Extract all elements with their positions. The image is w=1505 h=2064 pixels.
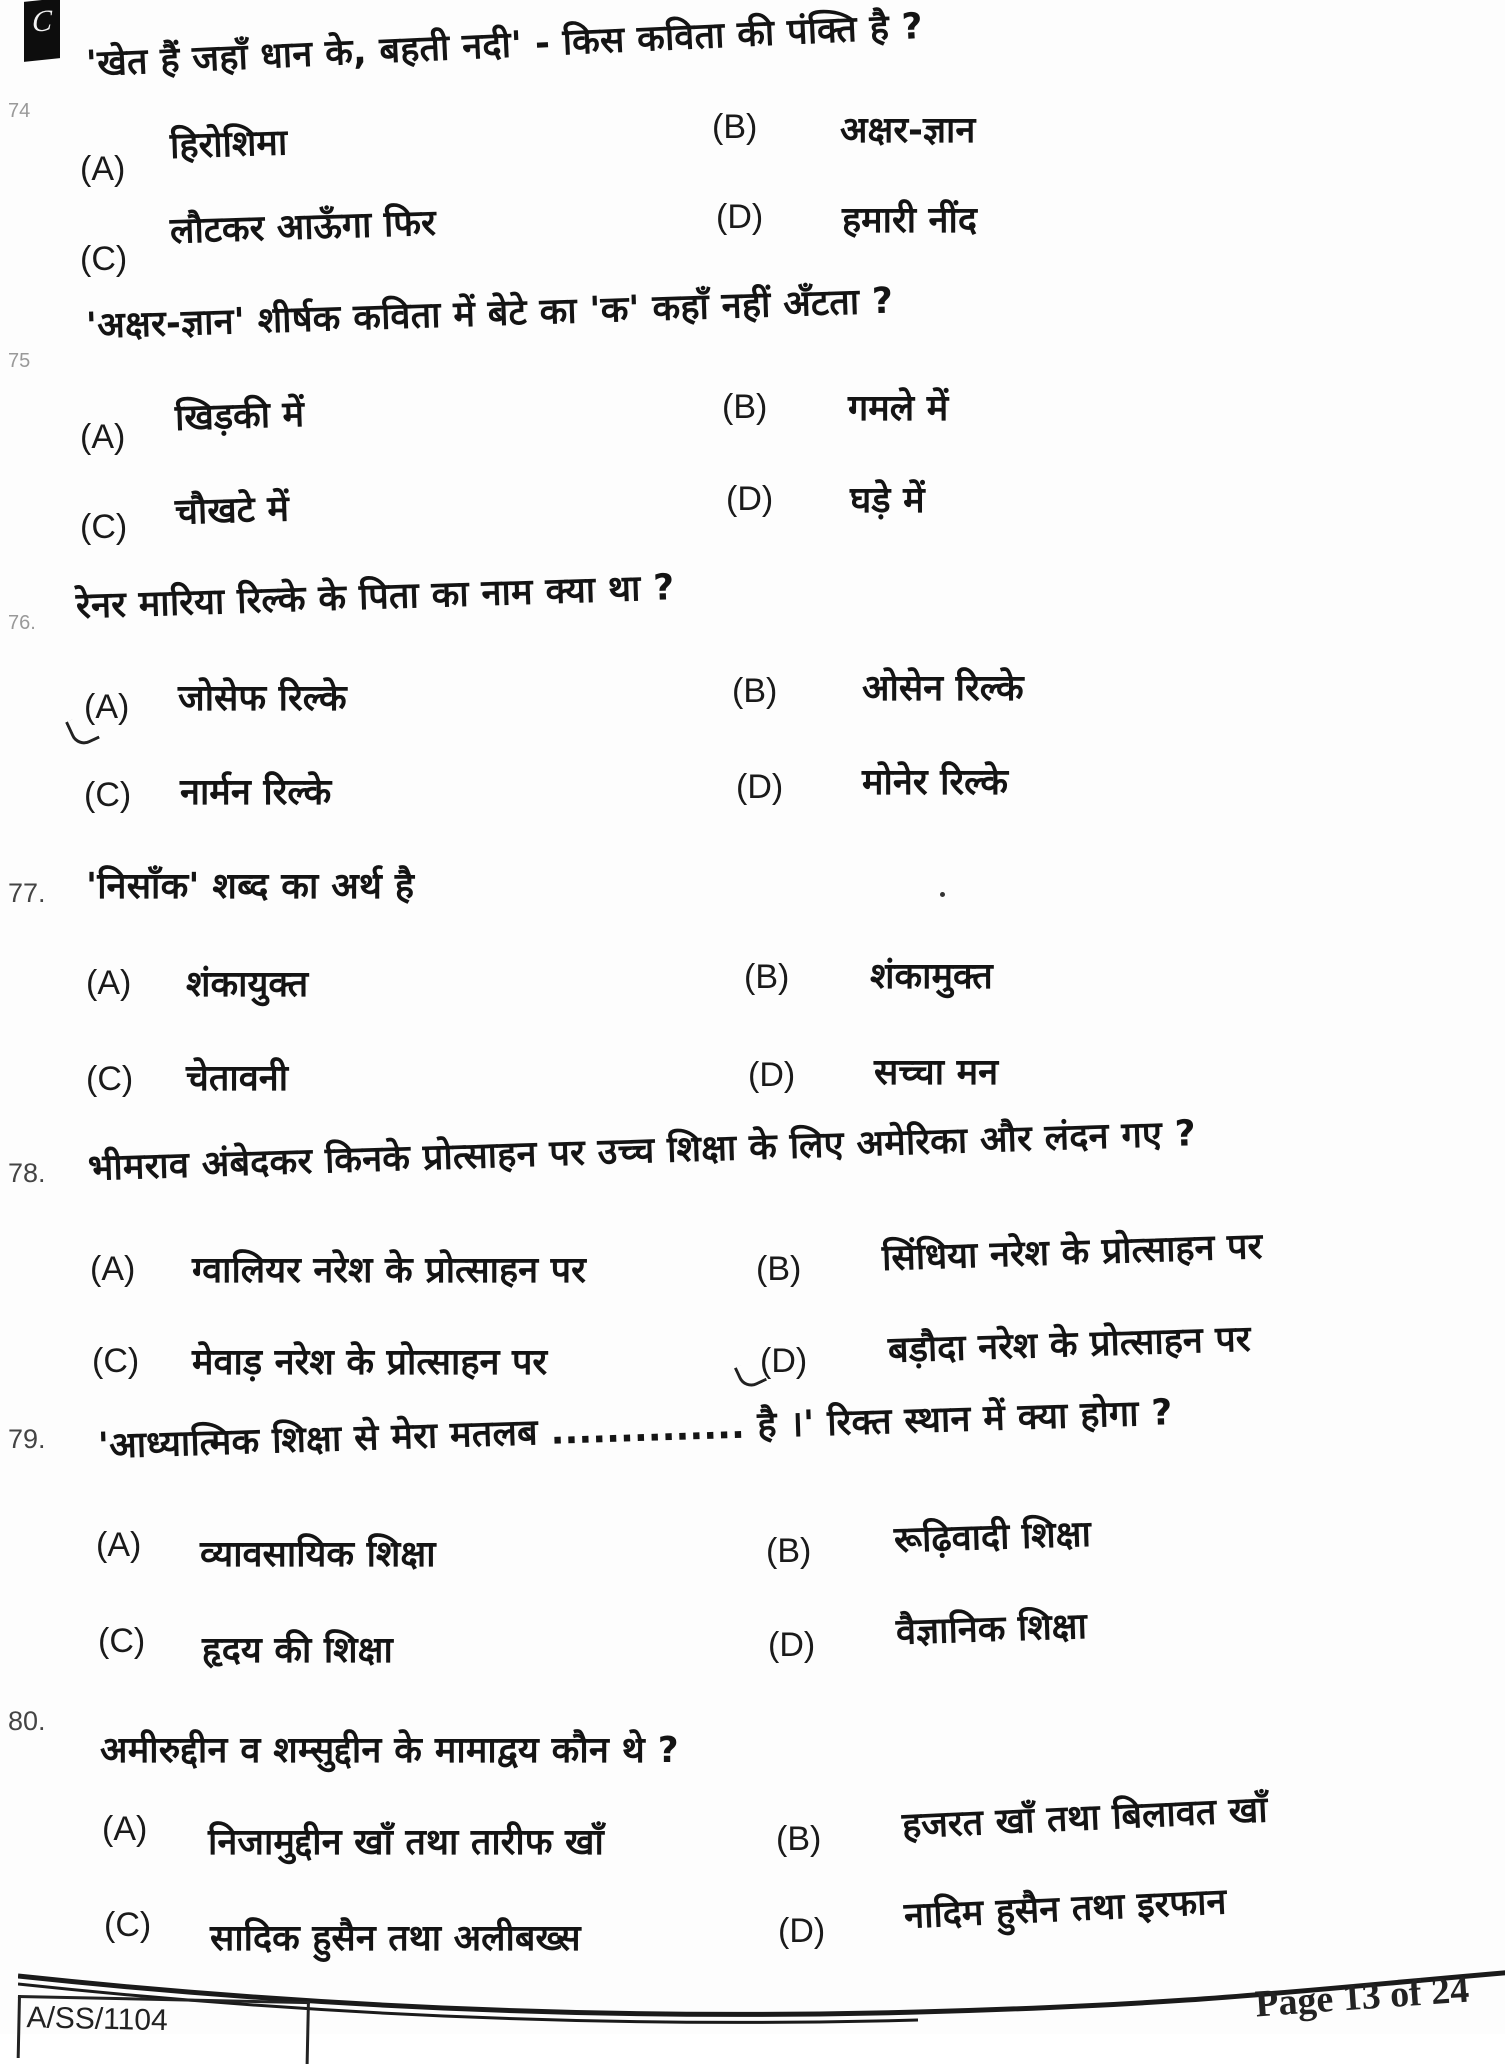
q76-option-d-text: मोनेर रिल्के bbox=[862, 762, 1009, 803]
q76-option-d-label[interactable]: (D) bbox=[736, 768, 784, 806]
question-text-75: 'अक्षर-ज्ञान' शीर्षक कविता में बेटे का 'क' कहाँ नहीं अँटता ? bbox=[85, 280, 894, 347]
q76-option-b-text: ओसेन रिल्के bbox=[862, 668, 1024, 709]
q76-option-c-label[interactable]: (C) bbox=[84, 776, 132, 814]
q77-option-c-text: चेतावनी bbox=[186, 1058, 289, 1099]
q78-option-c-label[interactable]: (C) bbox=[92, 1342, 140, 1380]
q75-option-a-text: खिड़की में bbox=[174, 393, 305, 439]
q79-option-a-label[interactable]: (A) bbox=[96, 1526, 142, 1564]
q77-option-a-text: शंकायुक्त bbox=[186, 964, 309, 1005]
q76-option-a-text: जोसेफ रिल्के bbox=[178, 678, 347, 719]
q76-option-b-label[interactable]: (B) bbox=[732, 672, 778, 710]
q76-option-c-text: नार्मन रिल्के bbox=[180, 772, 332, 813]
question-number-76: 76. bbox=[8, 612, 36, 634]
q79-option-a-text: व्यावसायिक शिक्षा bbox=[200, 1534, 436, 1575]
question-number-78: 78. bbox=[8, 1158, 46, 1188]
question-text-79: 'आध्यात्मिक शिक्षा से मेरा मतलब .............. है ।' रिक्त स्थान में क्या होगा ? bbox=[97, 1392, 1174, 1467]
q75-option-c-label[interactable]: (C) bbox=[80, 508, 128, 546]
q80-option-b-label[interactable]: (B) bbox=[776, 1820, 822, 1858]
question-number-75: 75 bbox=[8, 350, 31, 372]
q75-option-d-label[interactable]: (D) bbox=[726, 480, 774, 518]
q74-option-d-text: हमारी नींद bbox=[842, 200, 977, 241]
q77-option-d-text: सच्चा मन bbox=[874, 1052, 999, 1093]
q77-option-b-label[interactable]: (B) bbox=[744, 958, 790, 996]
q75-option-b-text: गमले में bbox=[848, 388, 949, 429]
q80-option-c-label[interactable]: (C) bbox=[104, 1906, 152, 1944]
question-number-79: 79. bbox=[8, 1424, 46, 1454]
question-text-77: 'निसाँक' शब्द का अर्थ है bbox=[86, 866, 415, 907]
question-text-78: भीमराव अंबेदकर किनके प्रोत्साहन पर उच्च शिक्षा के लिए अमेरिका और लंदन गए ? bbox=[87, 1113, 1197, 1189]
q77-option-a-label[interactable]: (A) bbox=[86, 964, 132, 1002]
q80-option-b-text: हजरत खाँ तथा बिलावत खाँ bbox=[901, 1789, 1269, 1847]
question-text-74: 'खेत हैं जहाँ धान के, बहती नदी' - किस कविता की पंक्ति है ? bbox=[85, 6, 924, 85]
q74-option-a-text: हिरोशिमा bbox=[169, 122, 288, 167]
q79-option-d-label[interactable]: (D) bbox=[768, 1626, 816, 1664]
q78-option-b-label[interactable]: (B) bbox=[756, 1250, 802, 1288]
q78-option-d-label[interactable]: (D) bbox=[760, 1342, 808, 1380]
question-number-74: 74 bbox=[8, 100, 31, 122]
page-number: Page 13 of 24 bbox=[1253, 1968, 1471, 2026]
q79-option-d-text: वैज्ञानिक शिक्षा bbox=[895, 1606, 1088, 1653]
q80-option-a-label[interactable]: (A) bbox=[102, 1810, 148, 1848]
q77-option-c-label[interactable]: (C) bbox=[86, 1060, 134, 1098]
q78-option-a-label[interactable]: (A) bbox=[90, 1250, 136, 1288]
q78-option-a-text: ग्वालियर नरेश के प्रोत्साहन पर bbox=[192, 1250, 586, 1291]
q80-option-c-text: सादिक हुसैन तथा अलीबख्स bbox=[210, 1918, 581, 1959]
q74-option-c-text: लौटकर आऊँगा फिर bbox=[169, 202, 437, 252]
question-text-80: अमीरुद्दीन व शम्सुद्दीन के मामाद्वय कौन थे ? bbox=[100, 1730, 679, 1771]
q74-option-d-label[interactable]: (D) bbox=[716, 198, 764, 236]
q77-option-b-text: शंकामुक्त bbox=[870, 956, 993, 997]
q80-option-d-text: नादिम हुसैन तथा इरफान bbox=[903, 1881, 1228, 1937]
paper-code: A/SS/1104 bbox=[17, 1995, 310, 2064]
q78-option-b-text: सिंधिया नरेश के प्रोत्साहन पर bbox=[881, 1226, 1263, 1279]
q74-option-b-label[interactable]: (B) bbox=[712, 108, 758, 146]
q75-option-b-label[interactable]: (B) bbox=[722, 388, 768, 426]
q80-option-d-label[interactable]: (D) bbox=[778, 1912, 826, 1950]
q78-option-d-text: बड़ौदा नरेश के प्रोत्साहन पर bbox=[887, 1318, 1252, 1371]
stray-mark bbox=[940, 892, 945, 897]
q74-option-c-label[interactable]: (C) bbox=[80, 240, 128, 278]
q80-option-a-text: निजामुद्दीन खाँ तथा तारीफ खाँ bbox=[208, 1822, 604, 1863]
question-text-76: रेनर मारिया रिल्के के पिता का नाम क्या था ? bbox=[75, 567, 676, 627]
question-number-77: 77. bbox=[8, 878, 46, 908]
q74-option-a-label[interactable]: (A) bbox=[80, 150, 126, 188]
q75-option-c-text: चौखटे में bbox=[174, 488, 290, 533]
q75-option-a-label[interactable]: (A) bbox=[80, 418, 126, 456]
q79-option-c-text: हृदय की शिक्षा bbox=[202, 1630, 393, 1671]
q75-option-d-text: घड़े में bbox=[850, 480, 925, 521]
series-badge: C bbox=[24, 0, 60, 62]
question-number-80: 80. bbox=[8, 1706, 46, 1736]
q79-option-c-label[interactable]: (C) bbox=[98, 1622, 146, 1660]
q76-option-a-label[interactable]: (A) bbox=[84, 688, 130, 726]
q79-option-b-label[interactable]: (B) bbox=[766, 1532, 812, 1570]
q78-option-c-text: मेवाड़ नरेश के प्रोत्साहन पर bbox=[192, 1342, 548, 1383]
q79-option-b-text: रूढ़िवादी शिक्षा bbox=[893, 1513, 1092, 1561]
q74-option-b-text: अक्षर-ज्ञान bbox=[840, 110, 976, 151]
q77-option-d-label[interactable]: (D) bbox=[748, 1056, 796, 1094]
